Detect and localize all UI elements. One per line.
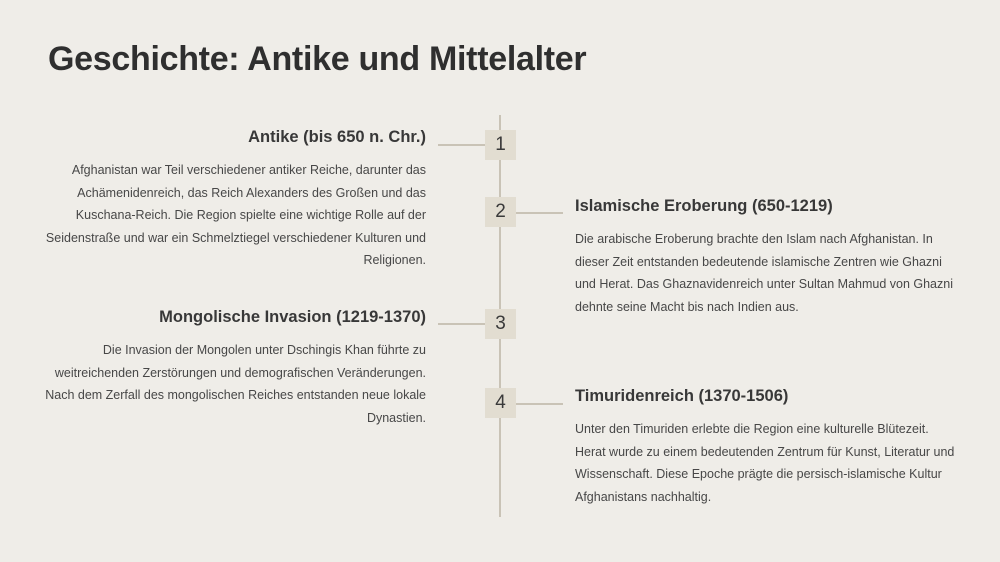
entry-heading-3: Mongolische Invasion (1219-1370) [159, 308, 426, 326]
slide-title: Geschichte: Antike und Mittelalter [48, 40, 587, 78]
timeline-entry-2 [575, 197, 960, 318]
timeline-connector-2 [515, 212, 563, 214]
timeline-entry-4 [575, 387, 955, 508]
entry-heading-2: Islamische Eroberung (650-1219) [575, 197, 833, 215]
timeline-badge-1: 1 [485, 130, 516, 160]
entry-text-2: Die arabische Eroberung brachte den Islam nach Afghanistan. In dieser Zeit entstanden bedeutende islamische Zentren wie Ghazni und Herat. Das Ghaznavidenreich unter Sultan Mahmud von Ghazni dehnte seine Macht bis nach Indien aus. [575, 232, 953, 314]
entry-text-1: Afghanistan war Teil verschiedener antiker Reiche, darunter das Achämenidenreich, das Reich Alexanders des Großen und das Kuschana-Reich. Die Region spielte eine wichtige Rolle auf der Seidenstraße und war ein Schmelztiegel verschiedener Kulturen und Religionen. [45, 163, 426, 267]
entry-heading-4: Timuridenreich (1370-1506) [575, 387, 789, 405]
entry-text-3: Die Invasion der Mongolen unter Dschingis Khan führte zu weitreichenden Zerstörungen und demografischen Veränderungen. Nach dem Zerfall des mongolischen Reiches entstanden neue lokale Dynastien. [45, 343, 426, 425]
timeline-connector-3 [438, 323, 486, 325]
timeline-connector-1 [438, 144, 486, 146]
entry-heading-1: Antike (bis 650 n. Chr.) [248, 128, 426, 146]
timeline-entry-1 [40, 128, 426, 272]
timeline-badge-4: 4 [485, 388, 516, 418]
timeline-badge-2: 2 [485, 197, 516, 227]
timeline-badge-3: 3 [485, 309, 516, 339]
entry-text-4: Unter den Timuriden erlebte die Region eine kulturelle Blütezeit. Herat wurde zu einem bedeutenden Zentrum für Kunst, Literatur und Wissenschaft. Diese Epoche prägte die persisch-islamische Kultur Afghanistans nachhaltig. [575, 422, 955, 504]
timeline-entry-3 [40, 308, 426, 429]
timeline-connector-4 [515, 403, 563, 405]
